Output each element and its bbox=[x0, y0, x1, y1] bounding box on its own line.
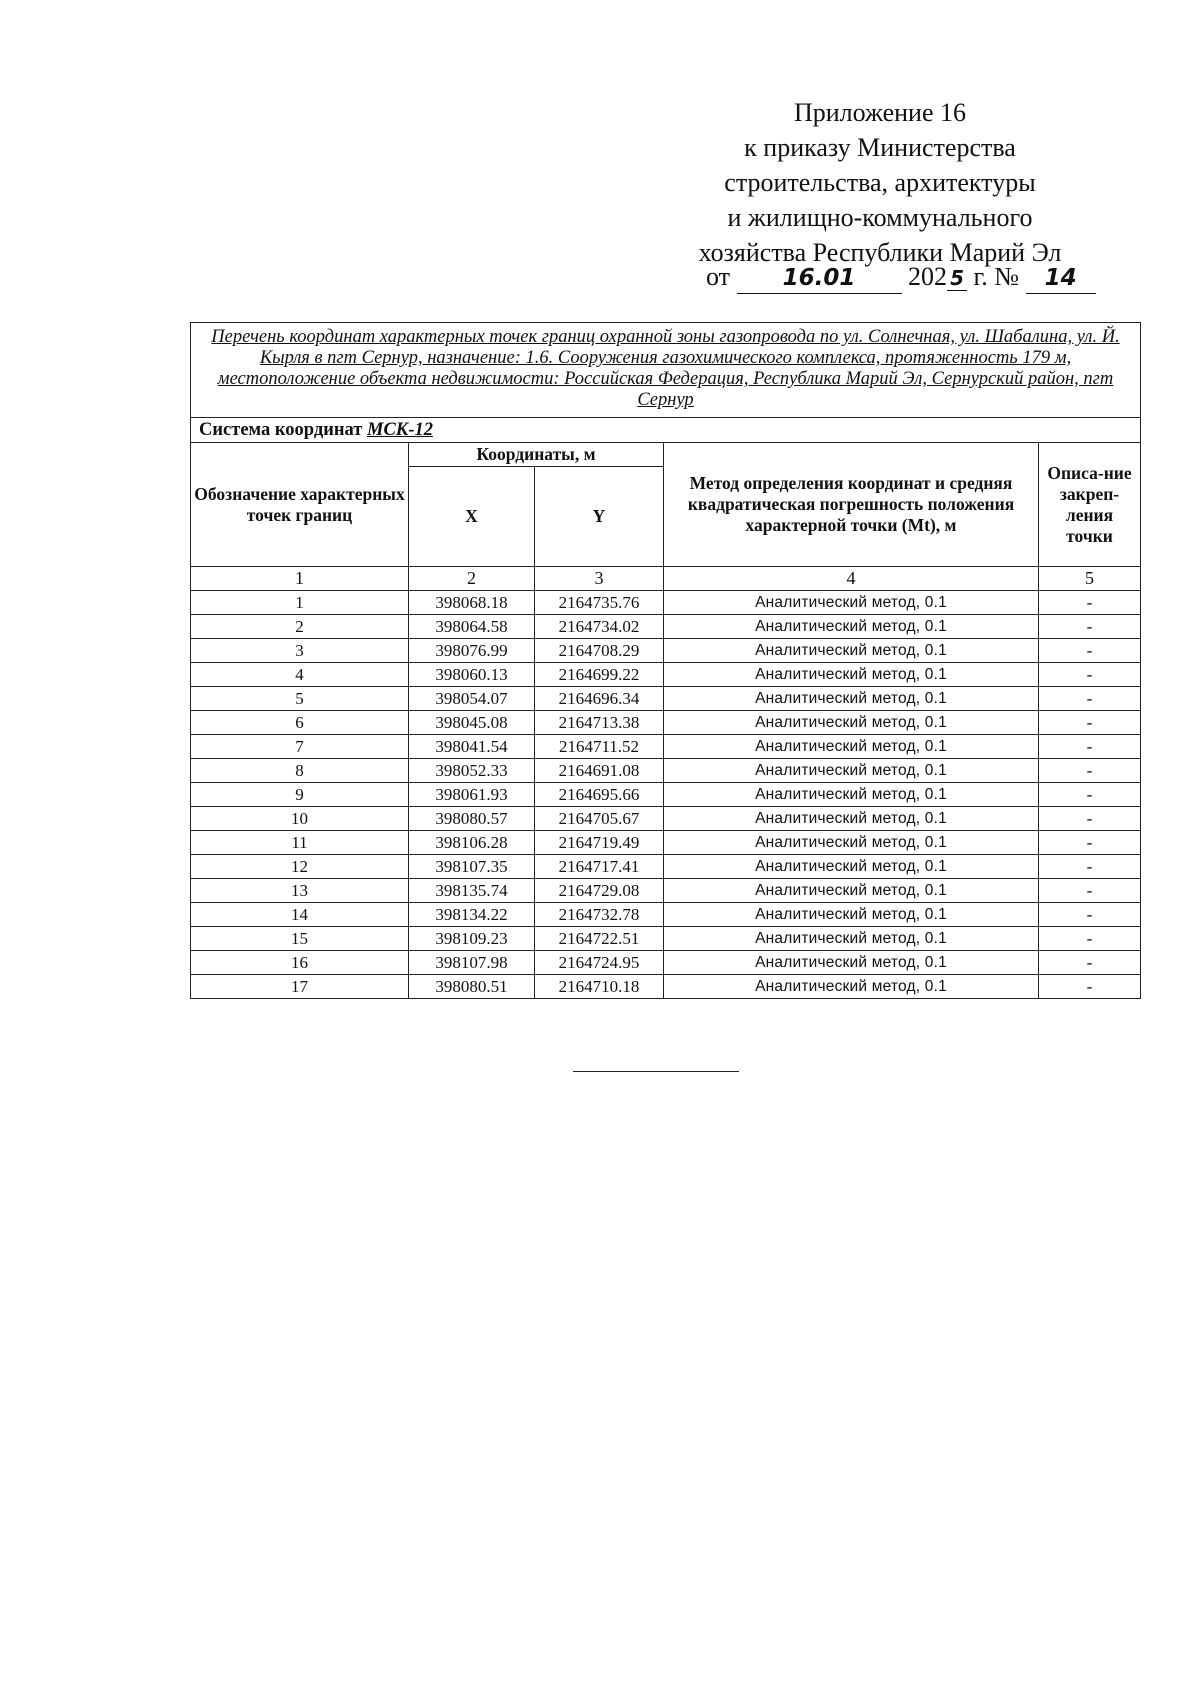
x-coordinate-cell: 398054.07 bbox=[409, 687, 535, 711]
x-coordinate-cell: 398135.74 bbox=[409, 879, 535, 903]
from-label: от bbox=[706, 262, 731, 291]
x-coordinate-cell: 398052.33 bbox=[409, 759, 535, 783]
y-coordinate-cell: 2164735.76 bbox=[535, 591, 664, 615]
col-header-description: Описа-ние закреп-ления точки bbox=[1039, 443, 1141, 567]
description-cell: - bbox=[1039, 855, 1141, 879]
point-number-cell: 10 bbox=[191, 807, 409, 831]
col-header-x: X bbox=[409, 467, 535, 567]
x-coordinate-cell: 398064.58 bbox=[409, 615, 535, 639]
y-coordinate-cell: 2164719.49 bbox=[535, 831, 664, 855]
coordinate-system-row bbox=[191, 418, 1141, 443]
point-number-cell: 15 bbox=[191, 927, 409, 951]
table-row bbox=[191, 615, 1141, 639]
column-number: 5 bbox=[1039, 567, 1141, 591]
method-cell: Аналитический метод, 0.1 bbox=[664, 903, 1039, 927]
method-cell: Аналитический метод, 0.1 bbox=[664, 927, 1039, 951]
x-coordinate-cell: 398068.18 bbox=[409, 591, 535, 615]
x-coordinate-cell: 398106.28 bbox=[409, 831, 535, 855]
point-number-cell: 9 bbox=[191, 783, 409, 807]
table-row bbox=[191, 975, 1141, 999]
point-number-cell: 11 bbox=[191, 831, 409, 855]
column-number: 2 bbox=[409, 567, 535, 591]
description-cell: - bbox=[1039, 663, 1141, 687]
y-coordinate-cell: 2164722.51 bbox=[535, 927, 664, 951]
point-number-cell: 5 bbox=[191, 687, 409, 711]
y-coordinate-cell: 2164711.52 bbox=[535, 735, 664, 759]
description-cell: - bbox=[1039, 951, 1141, 975]
x-coordinate-cell: 398134.22 bbox=[409, 903, 535, 927]
coordinates-table bbox=[190, 322, 1141, 999]
method-cell: Аналитический метод, 0.1 bbox=[664, 639, 1039, 663]
description-cell: - bbox=[1039, 831, 1141, 855]
description-cell: - bbox=[1039, 639, 1141, 663]
method-cell: Аналитический метод, 0.1 bbox=[664, 831, 1039, 855]
description-cell: - bbox=[1039, 711, 1141, 735]
y-coordinate-cell: 2164696.34 bbox=[535, 687, 664, 711]
header-line-4: и жилищно-коммунального bbox=[727, 203, 1033, 232]
table-row bbox=[191, 663, 1141, 687]
table-row bbox=[191, 831, 1141, 855]
header-line-2: к приказу Министерства bbox=[744, 133, 1016, 162]
handwritten-year-digit: 5 bbox=[947, 266, 967, 291]
x-coordinate-cell: 398045.08 bbox=[409, 711, 535, 735]
y-coordinate-cell: 2164724.95 bbox=[535, 951, 664, 975]
appendix-title: Приложение 16 bbox=[793, 98, 967, 127]
description-cell: - bbox=[1039, 759, 1141, 783]
order-date-line bbox=[706, 262, 1096, 294]
table-row bbox=[191, 927, 1141, 951]
description-cell: - bbox=[1039, 615, 1141, 639]
description-cell: - bbox=[1039, 927, 1141, 951]
table-row bbox=[191, 951, 1141, 975]
end-divider-line bbox=[573, 1071, 739, 1072]
description-cell: - bbox=[1039, 735, 1141, 759]
handwritten-date: 16.01 bbox=[737, 265, 902, 294]
y-coordinate-cell: 2164691.08 bbox=[535, 759, 664, 783]
y-coordinate-cell: 2164695.66 bbox=[535, 783, 664, 807]
column-number: 3 bbox=[535, 567, 664, 591]
point-number-cell: 12 bbox=[191, 855, 409, 879]
x-coordinate-cell: 398041.54 bbox=[409, 735, 535, 759]
column-number: 4 bbox=[664, 567, 1039, 591]
coordinate-system-value: МСК-12 bbox=[367, 419, 433, 440]
method-cell: Аналитический метод, 0.1 bbox=[664, 591, 1039, 615]
method-cell: Аналитический метод, 0.1 bbox=[664, 759, 1039, 783]
description-cell: - bbox=[1039, 975, 1141, 999]
description-cell: - bbox=[1039, 687, 1141, 711]
x-coordinate-cell: 398060.13 bbox=[409, 663, 535, 687]
table-row bbox=[191, 711, 1141, 735]
point-number-cell: 3 bbox=[191, 639, 409, 663]
method-cell: Аналитический метод, 0.1 bbox=[664, 711, 1039, 735]
x-coordinate-cell: 398107.35 bbox=[409, 855, 535, 879]
y-coordinate-cell: 2164699.22 bbox=[535, 663, 664, 687]
point-number-cell: 17 bbox=[191, 975, 409, 999]
description-cell: - bbox=[1039, 783, 1141, 807]
method-cell: Аналитический метод, 0.1 bbox=[664, 663, 1039, 687]
coordinate-system-label: Система координат bbox=[199, 419, 363, 440]
y-coordinate-cell: 2164710.18 bbox=[535, 975, 664, 999]
x-coordinate-cell: 398107.98 bbox=[409, 951, 535, 975]
method-cell: Аналитический метод, 0.1 bbox=[664, 951, 1039, 975]
table-row bbox=[191, 879, 1141, 903]
x-coordinate-cell: 398080.57 bbox=[409, 807, 535, 831]
point-number-cell: 2 bbox=[191, 615, 409, 639]
point-number-cell: 16 bbox=[191, 951, 409, 975]
column-number-row bbox=[191, 567, 1141, 591]
caption-row bbox=[191, 323, 1141, 418]
method-cell: Аналитический метод, 0.1 bbox=[664, 687, 1039, 711]
handwritten-order-number: 14 bbox=[1026, 265, 1096, 294]
table-row bbox=[191, 759, 1141, 783]
header-line-3: строительства, архитектуры bbox=[724, 168, 1036, 197]
number-label: г. № bbox=[973, 262, 1020, 291]
y-coordinate-cell: 2164705.67 bbox=[535, 807, 664, 831]
point-number-cell: 7 bbox=[191, 735, 409, 759]
method-cell: Аналитический метод, 0.1 bbox=[664, 855, 1039, 879]
column-number: 1 bbox=[191, 567, 409, 591]
header-row-1 bbox=[191, 443, 1141, 467]
point-number-cell: 13 bbox=[191, 879, 409, 903]
point-number-cell: 14 bbox=[191, 903, 409, 927]
y-coordinate-cell: 2164713.38 bbox=[535, 711, 664, 735]
coordinate-system-cell bbox=[191, 418, 1141, 443]
col-header-y: Y bbox=[535, 467, 664, 567]
col-header-method: Метод определения координат и средняя квадратическая погрешность положения характерной точки (Mt), м bbox=[664, 443, 1039, 567]
point-number-cell: 1 bbox=[191, 591, 409, 615]
table-caption: Перечень координат характерных точек границ охранной зоны газопровода по ул. Солнечная, ул. Шабалина, ул. Й. Кырля в пгт Сернур, назначение: 1.6. Сооружения газохимического комплекса, протяженность 179 м, местоположение объекта недвижимости: Российская Федерация, Республика Марий Эл, Сернурский район, пгт Сернур bbox=[191, 323, 1141, 418]
y-coordinate-cell: 2164732.78 bbox=[535, 903, 664, 927]
method-cell: Аналитический метод, 0.1 bbox=[664, 879, 1039, 903]
col-header-designation: Обозначение характерных точек границ bbox=[191, 443, 409, 567]
header-line-5: хозяйства Республики Марий Эл bbox=[698, 238, 1062, 267]
y-coordinate-cell: 2164708.29 bbox=[535, 639, 664, 663]
point-number-cell: 4 bbox=[191, 663, 409, 687]
y-coordinate-cell: 2164729.08 bbox=[535, 879, 664, 903]
description-cell: - bbox=[1039, 807, 1141, 831]
point-number-cell: 6 bbox=[191, 711, 409, 735]
year-prefix: 202 bbox=[908, 262, 948, 291]
table-row bbox=[191, 855, 1141, 879]
table-row bbox=[191, 903, 1141, 927]
x-coordinate-cell: 398080.51 bbox=[409, 975, 535, 999]
method-cell: Аналитический метод, 0.1 bbox=[664, 735, 1039, 759]
x-coordinate-cell: 398061.93 bbox=[409, 783, 535, 807]
method-cell: Аналитический метод, 0.1 bbox=[664, 975, 1039, 999]
method-cell: Аналитический метод, 0.1 bbox=[664, 807, 1039, 831]
description-cell: - bbox=[1039, 591, 1141, 615]
point-number-cell: 8 bbox=[191, 759, 409, 783]
table-row bbox=[191, 735, 1141, 759]
y-coordinate-cell: 2164734.02 bbox=[535, 615, 664, 639]
table-row bbox=[191, 639, 1141, 663]
method-cell: Аналитический метод, 0.1 bbox=[664, 783, 1039, 807]
x-coordinate-cell: 398109.23 bbox=[409, 927, 535, 951]
table-row bbox=[191, 591, 1141, 615]
table-row bbox=[191, 807, 1141, 831]
y-coordinate-cell: 2164717.41 bbox=[535, 855, 664, 879]
document-header bbox=[640, 95, 1120, 270]
description-cell: - bbox=[1039, 879, 1141, 903]
col-header-coordinates: Координаты, м bbox=[409, 443, 664, 467]
table-row bbox=[191, 687, 1141, 711]
table-row bbox=[191, 783, 1141, 807]
description-cell: - bbox=[1039, 903, 1141, 927]
method-cell: Аналитический метод, 0.1 bbox=[664, 615, 1039, 639]
x-coordinate-cell: 398076.99 bbox=[409, 639, 535, 663]
